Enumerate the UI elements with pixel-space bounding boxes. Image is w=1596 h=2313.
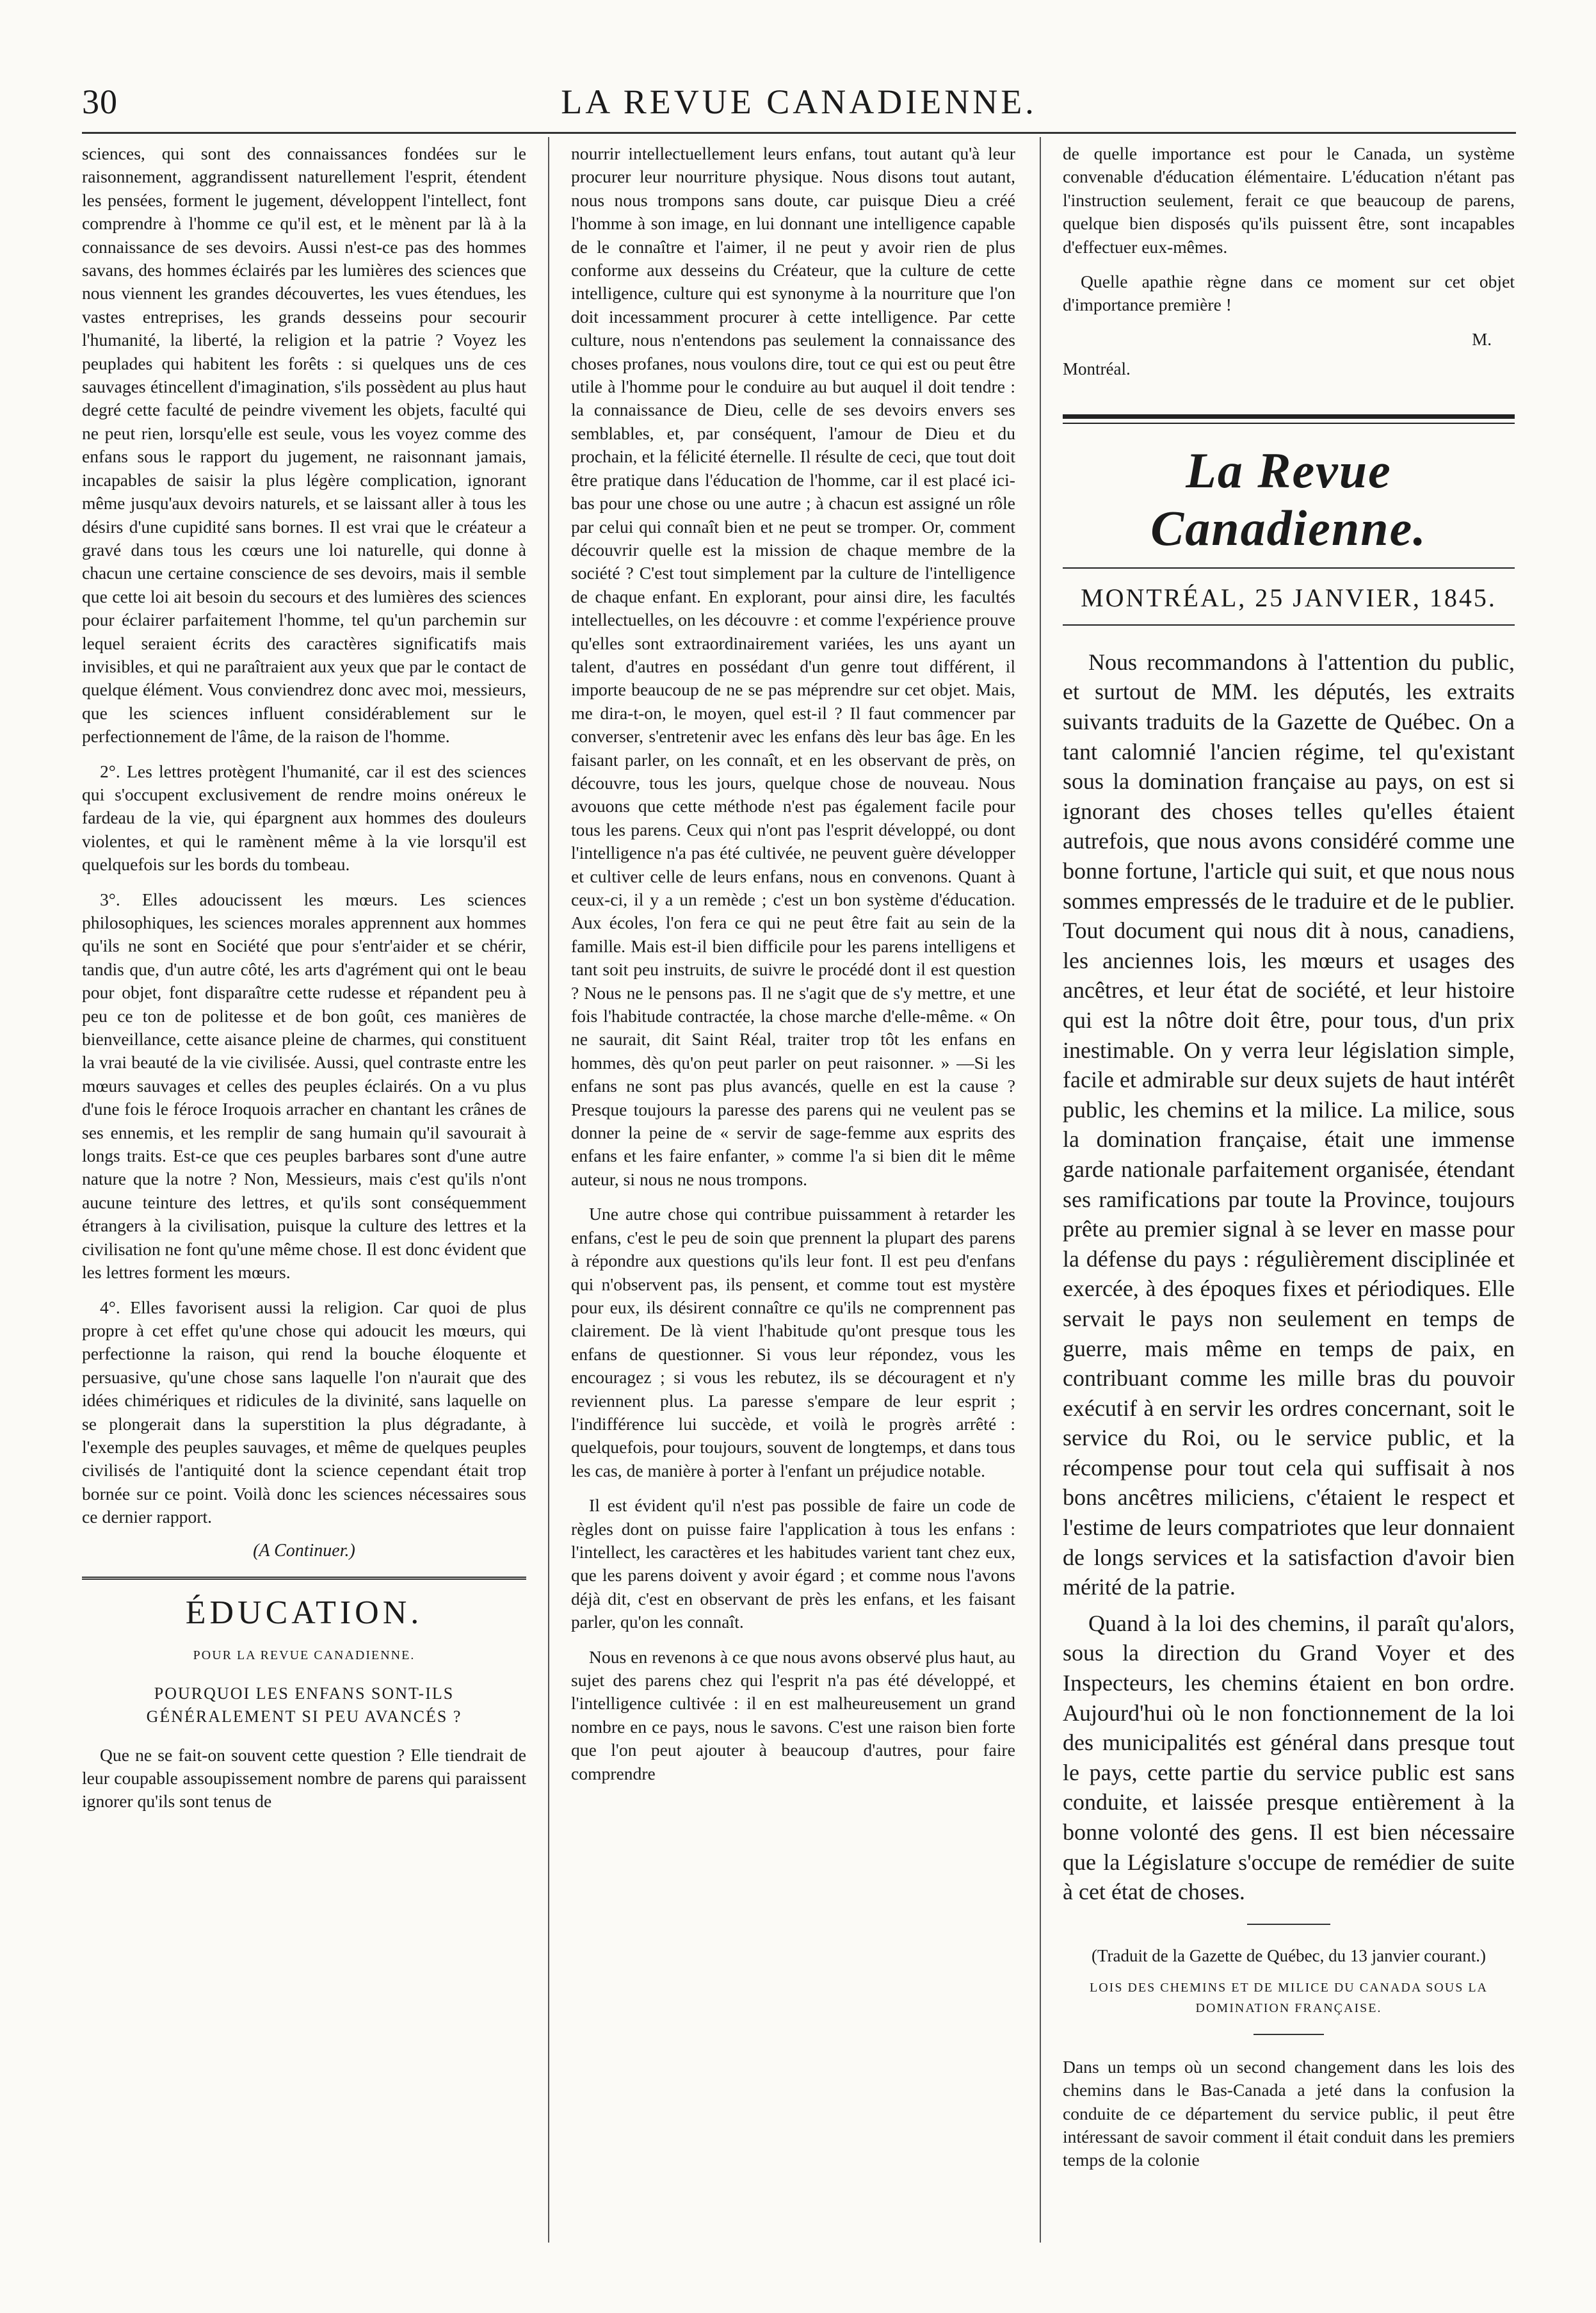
article-opening: Que ne se fait-on souvent cette question ? Elle tiendrait de leur coupable assoupissement nombre de parens qui paraissent ignorer qu'ils sont tenus de: [82, 1744, 526, 1812]
page-number: 30: [82, 83, 118, 121]
paragraph: Il est évident qu'il n'est pas possible de faire un code de règles dont on puisse faire l'application à tous les enfans : l'intellect, les caractères et les habitudes varient tant chez eux, que les parens doivent y avoir égard ; et comme nous l'avons déjà dit, c'est en observant de près les enfans, et les faisant parler, qu'on les connaît.: [571, 1495, 1015, 1632]
page-header: [82, 82, 1516, 133]
paragraph: nourrir intellectuellement leurs enfans, tout autant qu'à leur procurer leur nourriture physique. Nous disons tout autant, nous nous trompons sans doute, car puisque Dieu a créé l'homme à son image, en lui donnant une intelligence capable de le connaître et l'aimer, il ne peut y avoir rien de plus conforme aux desseins du Créateur, que la culture de cette intelligence, culture qui est synonyme à la nourriture que l'on doit incessamment procurer à cette intelligence. Par cette culture, nous n'entendons pas seulement la connaissance des choses profanes, nous voulons dire, tout ce qui est ou peut être utile à l'homme pour le conduire au but auquel il doit tendre : la connaissance de Dieu, celle de ses devoirs envers ses semblables, et, par conséquent, l'amour de Dieu et du prochain, et la félicité éternelle. Il résulte de ceci, que tout doit être pratique dans l'éducation de l'homme, car il est placé ici-bas pour une chose ou une autre ; à chacun est assigné un rôle par celui qui connaît bien et ne peut se tromper. Or, comment découvrir quelle est la mission de chaque membre de la société ? C'est tout simplement par la culture de l'intelligence de chaque enfant. En explorant, pour ainsi dire, les facultés intellectuelles, on les découvre : et comme l'expérience prouve qu'elles sont extraordinairement variées, les uns ayant un talent, d'autres en possédant d'un genre tout différent, il importe beaucoup de ne se pas méprendre sur cet objet. Mais, me dira-t-on, le moyen, quel est-il ? Il faut commencer par converser, s'entretenir avec les enfans dès leur bas âge. En les faisant parler, on les connaît, et en les observant de près, on découvre, tous les jours, quelque chose de nouveau. Nous avouons que cette méthode n'est pas également facile pour tous les parens. Ceux qui n'ont pas l'esprit développé, ou dont l'intelligence n'a pas été cultivée, ne peuvent guère développer et cultiver celle de leurs enfans, nous en convenons. Quant à ceux-ci, il y a un remède ; c'est un bon système d'éducation. Aux écoles, l'on fera ce qui ne peut être fait au sein de la famille. Mais est-il bien difficile pour les parens intelligens et tant soit peu instruits, de suivre le procédé dont il est question ? Nous ne le pensons pas. Il ne s'agit que de s'y mettre, et une fois l'habitude contractée, la chose marche d'elle-même. « On ne saurait, dit Saint Réal, traiter trop tôt les enfans en hommes, dès qu'on peut parler on peut raisonner. » —Si les enfans ne sont pas plus avancés, quelle en est la cause ? Presque toujours la paresse des parens qui ne veulent pas se donner la peine de « servir de sage-femme aux esprits des enfans et les faire enfanter, » comme l'a si bien dit le même auteur, si nous ne nous trompons.: [571, 143, 1015, 1189]
for-line: POUR LA REVUE CANADIENNE.: [193, 1648, 415, 1662]
article-subtitle: LOIS DES CHEMINS ET DE MILICE DU CANADA SOUS LA DOMINATION FRANÇAISE.: [1090, 1980, 1488, 2015]
paragraph: 3°. Elles adoucissent les mœurs. Les sciences philosophiques, les sciences morales apprennent aux hommes qu'ils ne sont en Société que pour s'entr'aider et se chérir, tandis que, d'un autre côté, les arts d'agrément qui ont le beau pour objet, font disparaître cette rudesse et répandent peu à peu ce ton de politesse et de bon goût, ces manières de bienveillance, cette aisance pleine de charmes, qui constituent la vrai beauté de la vie civilisée. Aussi, quel contraste entre les mœurs sauvages et celles des peuples éclairés. On a vu plus d'une fois le féroce Iroquois arracher en chantant les crânes de ses ennemis, et les remplir de sang humain qu'il savourait à longs traits. Est-ce que ces peuples barbares sont d'une autre nature que la notre ? Non, Messieurs, mais c'est qu'ils n'ont aucune teinture des lettres, et qu'ils sont conséquemment étrangers à la civilisation, puisque la culture des lettres et la civilisation ne font qu'une même chose. Il est donc évident que les lettres forment les mœurs.: [82, 889, 526, 1283]
running-title: LA REVUE CANADIENNE.: [561, 83, 1037, 121]
editorial-paragraph: Quand à la loi des chemins, il paraît qu'alors, sous la direction du Grand Voyer et des Inspecteurs, les chemins étaient en bon ordre. Aujourd'hui où le non fonctionnement de la loi des municipalités est général dans presque tout le pays, cette partie du service public est sans conduite, et laissée presque entièrement à la bonne volonté des gens. Il est bien nécessaire que la Législature s'occupe de remédier de suite à cet état de choses.: [1063, 1610, 1515, 1905]
dateline-rule: [1063, 624, 1515, 626]
section-heading-education: ÉDUCATION.: [82, 1577, 526, 1632]
paragraph: Nous en revenons à ce que nous avons observé plus haut, au sujet des parens chez qui l'esprit n'a pas été développé, et l'intelligence cultivée : il en est malheureusement un grand nombre en ce pays, nous le savons. C'est une raison bien forte que l'on peut ajouter à beaucoup d'autres, pour faire comprendre: [571, 1646, 1015, 1783]
separator-rule: [1253, 2034, 1324, 2035]
masthead-rule: [1063, 414, 1515, 419]
editorial-paragraph: Nous recommandons à l'attention du public, et surtout de MM. les députés, les extraits suivants traduits de la Gazette de Québec. On a tant calomnié l'ancien régime, tel qu'existant sous la domination française au pays, on est si ignorant des choses telles qu'elles étaient autrefois, que nous avons considéré comme une bonne fortune, l'article qui suit, et que nous nous sommes empressés de le traduire et de le publier. Tout document qui nous dit à nous, canadiens, les anciennes lois, les mœurs et usages des ancêtres, et leur état de société, et leur histoire qui est la nôtre doit être, pour tous, d'un prix inestimable. On y verra leur législation simple, facile et admirable sur deux sujets de haut intérêt public, les chemins et la milice. La milice, sous la domination française, était une immense garde nationale parfaitement organisée, étendant ses ramifications par toute la Province, toujours prête au premier signal à se lever en masse pour la défense du pays : régulièrement disciplinée et exercée, à des époques fixes et périodiques. Elle servait le pays non seulement en temps de guerre, mais même en temps de paix, en contribuant comme les mille bras du pouvoir exécutif à en servir les ordres concernant, soit le service du Roi, ou le service public, et la récompense pour tout cela qui suffisait à nos bons ancêtres miliciens, c'étaient le respect et l'estime de leurs compatriotes que leur donnaient de longs services et la satisfaction d'avoir bien mérité de la patrie.: [1063, 649, 1515, 1600]
signature: M.: [1472, 329, 1492, 349]
column-rule-left: [548, 137, 549, 2243]
column-left: [82, 142, 526, 2243]
dateline: MONTRÉAL, 25 JANVIER, 1845.: [1081, 583, 1497, 612]
separator-rule: [1247, 1924, 1330, 1925]
to-continue-note: (A Continuer.): [253, 1540, 355, 1561]
header-rule: [82, 132, 1516, 134]
paragraph: 2°. Les lettres protègent l'humanité, car il est des sciences qui s'occupent exclusivement de rendre moins onéreux le fardeau de la vie, qui épargnent aux hommes des douleurs violentes, et qui le ramènent même à la vie lorsqu'il est quelquefois sur les bords du tombeau.: [82, 761, 526, 875]
translated-from-note: (Traduit de la Gazette de Québec, du 13 janvier courant.): [1091, 1945, 1487, 1965]
column-rule-right: [1040, 137, 1041, 2243]
signature-block: [1063, 330, 1515, 387]
masthead-rule: [1063, 423, 1515, 424]
paragraph: de quelle importance est pour le Canada, un système convenable d'éducation élémentaire. L'éducation n'étant pas l'instruction seulement, ferait ce que beaucoup de parens, quelque bien disposés qu'ils puissent être, sont incapables d'effectuer eux-mêmes.: [1063, 143, 1515, 257]
column-middle: [571, 142, 1015, 2243]
masthead-rule: [1063, 567, 1515, 569]
paragraph: 4°. Elles favorisent aussi la religion. Car quoi de plus propre à cet effet qu'une chose qui adoucit les mœurs, qui perfectionne la raison, qui rend la bouche éloquente et persuasive, qu'une chose sans laquelle l'on n'aurait que des idées chimériques et ridicules de la divinité, sans laquelle on se plongerait dans la superstition la plus dégradante, à l'exemple des peuples sauvages, et même de quelques peuples civilisés de l'antiquité dont la science cependant était trop bornée sur ce point. Voilà donc les sciences nécessaires sous ce dernier rapport.: [82, 1297, 526, 1527]
article-title: POURQUOI LES ENFANS SONT-ILS GÉNÉRALEMENT SI PEU AVANCÉS ?: [146, 1684, 462, 1726]
paragraph: Quelle apathie règne dans ce moment sur cet objet d'importance première !: [1063, 272, 1515, 315]
paragraph: sciences, qui sont des connaissances fondées sur le raisonnement, aggrandissent naturellement l'esprit, étendent les pensées, forment le jugement, développent l'intellect, font comprendre à l'homme ce qu'il est, et le mènent par là à la connaissance de ses devoirs. Aussi n'est-ce pas des hommes savans, des hommes éclairés par les lumières des sciences que nous viennent les grandes découvertes, les vues étendues, les vastes entreprises, les grands desseins pour secourir l'humanité, la liberté, la religion et la patrie ? Voyez les peuplades qui habitent les forêts : si quelques uns de ces sauvages étincellent d'imagination, s'ils possèdent au plus haut degré cette faculté de peindre vivement les objets, faculté qui ne peut rien, lorsqu'elle est seule, vous les voyez comme des enfans sous le rapport du jugement, ne raisonnant jamais, incapables de saisir la plus légère complication, ignorant même jusqu'aux devoirs naturels, et se laissant aller à tous les désirs d'une cupidité sans bornes. Il est vrai que le créateur a gravé dans tous les cœurs une loi naturelle, qui donne à chacun une certaine conscience de ses devoirs, mais il semble que cette loi ait besoin du secours et des lumières des sciences pour éclairer parfaitement l'homme, tel qu'un parchemin sur lequel seraient écrits des caractères significatifs mais invisibles, et qui ne paraîtraient aux yeux que par le contact de quelque élément. Vous conviendrez donc avec moi, messieurs, que les sciences influent considérablement sur le perfectionnement de l'âme, de la raison de l'homme.: [82, 143, 526, 747]
paragraph: Une autre chose qui contribue puissamment à retarder les enfans, c'est le peu de soin que prennent la plupart des parens à répondre aux questions qu'ils leur font. Il est peu d'enfans qui n'observent pas, ils pensent, et comme tout est mystère pour eux, ils désirent connaître ce qu'ils ne comprennent pas clairement. De là vient l'habitude qu'ont presque tous les enfans de questionner. Si vous leur répondez, vous les encouragez ; si vous les rebutez, ils se découragent et n'y reviennent plus. La paresse s'empare de leur esprit ; l'indifférence lui succède, et voilà le progrès arrêté : quelquefois, pour toujours, souvent de longtemps, et dans tous les cas, de manière à porter à l'enfant un préjudice notable.: [571, 1204, 1015, 1481]
column-right: [1063, 142, 1515, 2243]
masthead: La Revue Canadienne.: [1150, 442, 1427, 556]
closing-paragraph: Dans un temps où un second changement dans les lois des chemins dans le Bas-Canada a jeté dans la confusion la conduite de ce département du service public, il peut être intéressant de savoir comment il était conduit dans les premiers temps de la colonie: [1063, 2056, 1515, 2170]
signature-place: Montréal.: [1063, 359, 1131, 378]
